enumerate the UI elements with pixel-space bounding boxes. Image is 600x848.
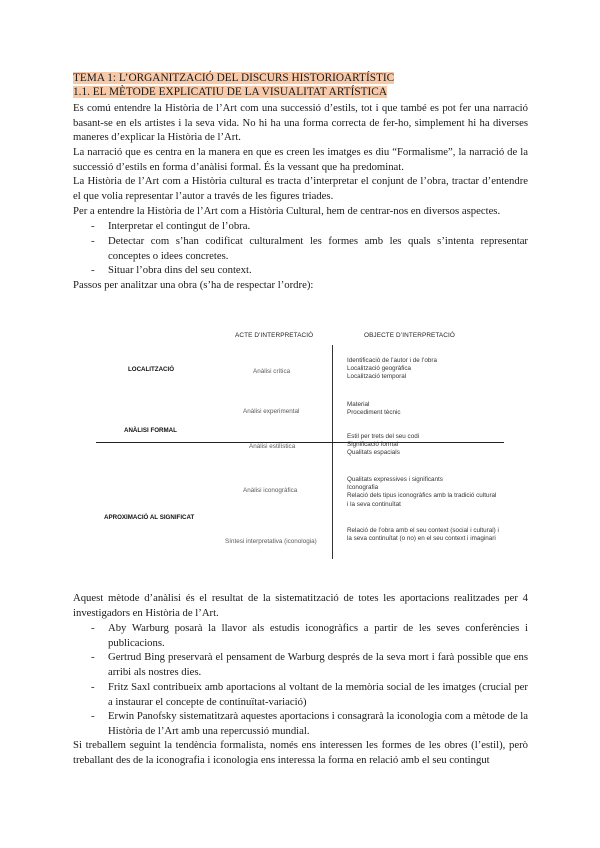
act-analisi-critica: Anàlisi crítica <box>253 368 291 375</box>
column-header-object: OBJECTE D’INTERPRETACIÓ <box>364 332 455 339</box>
paragraph-1: Es comú entendre la Història de l’Art com una successió d’estils, tot i que també es pot fer una narració basant-se en els artistes i la seva vida. No hi ha una forma correcta de fer-ho, simplement hi ha diverses maneres d’explicar la Història de l’Art. <box>73 102 528 144</box>
list-item: - Detectar com s’han codificat culturalment les formes amb les quals s’intenta representar conceptes o idees concretes. <box>91 235 528 262</box>
act-analisi-experimental: Anàlisi experimental <box>243 408 300 415</box>
object-group-iconologia: Relació de l’obra amb el seu context (social i cultural) i la seva continuïtat (o no) en el seu context i imaginari <box>347 527 499 543</box>
act-analisi-iconografica: Anàlisi iconogràfica <box>243 487 298 494</box>
list-item: - Fritz Saxl contribueix amb aportacions al voltant de la memòria social de les imatges (crucial per a instaurar el concepte de continuïtat-variació) <box>91 681 528 708</box>
paragraph-7: Si treballem seguint la tendència formalista, només ens interessen les formes de les obres (l’estil), però treballant des de la iconografia i iconologia ens interessa la forma en relació amb el seu contingut <box>73 739 528 766</box>
paragraph-2: La narració que es centra en la manera en que es creen les imatges es diu “Formalisme”, la narració de la successió d’estils en forma d’anàlisi formal. És la vessant que ha predominat. <box>73 146 528 173</box>
act-analisi-estilistica: Anàlisi estilística <box>249 443 296 450</box>
list-item: - Aby Warburg posarà la llavor als estudis iconogràfics a partir de les seves conferències i publicacions. <box>91 622 528 649</box>
section-heading: 1.1. EL MÈTODE EXPLICATIU DE LA VISUALITAT ARTÍSTICA <box>73 86 387 98</box>
act-sintesi-interpretativa: Síntesi interpretativa (iconologia) <box>225 538 317 545</box>
interpretation-diagram <box>96 323 504 569</box>
object-group-estil: Estil per trets del seu codi Significació formal Qualitats espacials <box>347 433 420 457</box>
paragraph-3: La Història de l’Art com a Història cultural es tracta d’interpretar el conjunt de l’obra, tractar d’entendre el que volia representar l’autor a través de les figures triades. <box>73 175 528 202</box>
object-group-material: Material Procediment tècnic <box>347 401 401 417</box>
object-group-iconografia: Qualitats expressives i significants Iconografia Relació dels tipus iconogràfics amb la tradició cultural i la seva continuïtat <box>347 476 497 508</box>
column-divider <box>332 345 333 559</box>
list-item: - Erwin Panofsky sistematitzarà aquestes aportacions i consagrarà la iconologia com a mètode de la Història de l’Art amb una repercussió mundial. <box>91 710 528 737</box>
row-header-localitzacio: LOCALITZACIÓ <box>128 366 175 373</box>
row-header-analisi-formal: ANÀLISI FORMAL <box>124 427 177 434</box>
paragraph-5: Passos per analitzar una obra (s’ha de respectar l’ordre): <box>73 279 314 291</box>
object-group-localitzacio: Identificació de l’autor i de l’obra Localització geogràfica Localització temporal <box>347 357 437 381</box>
paragraph-6: Aquest mètode d’anàlisi és el resultat de la sistematització de totes les aportacions realitzades per 4 investigadors en Història de l’Art. <box>73 592 528 619</box>
document-title: TEMA 1: L’ORGANITZACIÓ DEL DISCURS HISTORIOARTÍSTIC <box>73 72 395 84</box>
paragraph-4: Per a entendre la Història de l’Art com a Història Cultural, hem de centrar-nos en diversos aspectes. <box>73 205 501 217</box>
list-item: - Gertrud Bing preservarà el pensament de Warburg després de la seva mort i farà possible que ens arribi als nostres dies. <box>91 651 528 678</box>
column-header-act: ACTE D’INTERPRETACIÓ <box>235 332 314 339</box>
row-header-aproximacio: APROXIMACIÓ AL SIGNIFICAT <box>104 514 195 521</box>
list-item: - Interpretar el contingut de l’obra. <box>91 220 251 232</box>
list-item: - Situar l’obra dins del seu context. <box>91 264 252 276</box>
